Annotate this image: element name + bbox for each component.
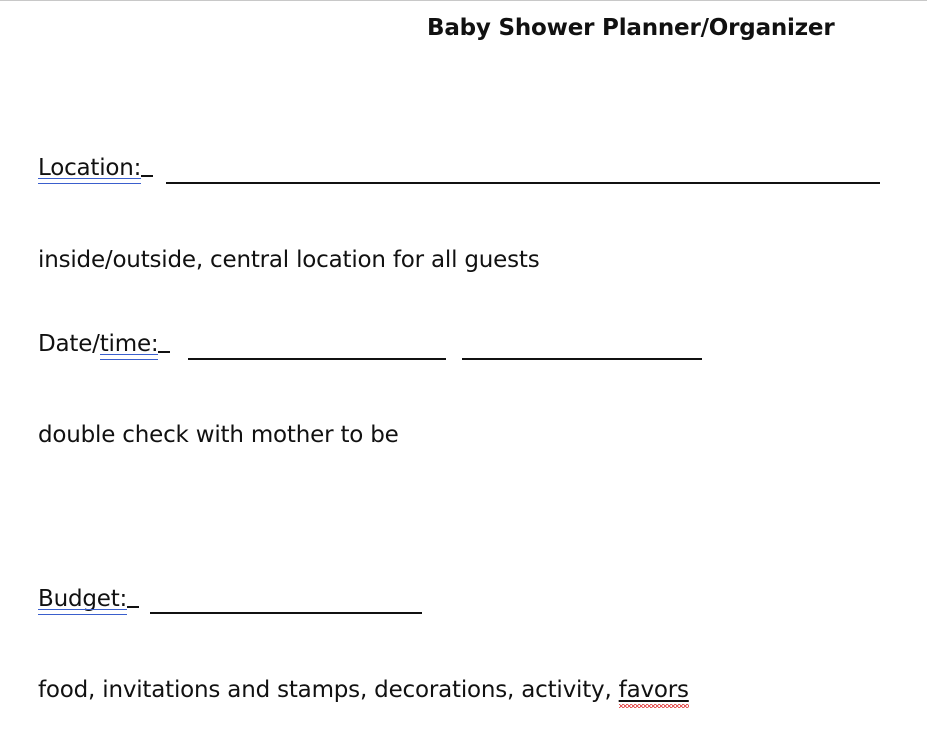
location-label-row bbox=[38, 155, 153, 181]
location-label: Location: bbox=[38, 155, 142, 181]
document-title: Baby Shower Planner/Organizer bbox=[427, 15, 835, 41]
budget-underscore bbox=[127, 605, 139, 608]
budget-label-row bbox=[38, 586, 139, 612]
location-fill-line[interactable] bbox=[166, 182, 880, 184]
datetime-label-prefix: Date/ bbox=[38, 331, 100, 357]
budget-label: Budget: bbox=[38, 586, 128, 612]
budget-note-favors bbox=[619, 677, 689, 703]
datetime-label-word: time: bbox=[99, 331, 159, 357]
datetime-label-row bbox=[38, 331, 170, 357]
time-fill-line[interactable] bbox=[462, 358, 702, 360]
datetime-underscore bbox=[158, 350, 170, 353]
budget-note-favors-text: favors bbox=[618, 677, 689, 703]
location-underscore bbox=[141, 174, 153, 177]
budget-note-main: food, invitations and stamps, decorations, activity, bbox=[38, 677, 619, 703]
location-note: inside/outside, central location for all guests bbox=[38, 247, 540, 273]
budget-note bbox=[38, 677, 689, 703]
date-fill-line[interactable] bbox=[188, 358, 446, 360]
datetime-note: double check with mother to be bbox=[38, 422, 399, 448]
budget-fill-line[interactable] bbox=[150, 612, 422, 614]
